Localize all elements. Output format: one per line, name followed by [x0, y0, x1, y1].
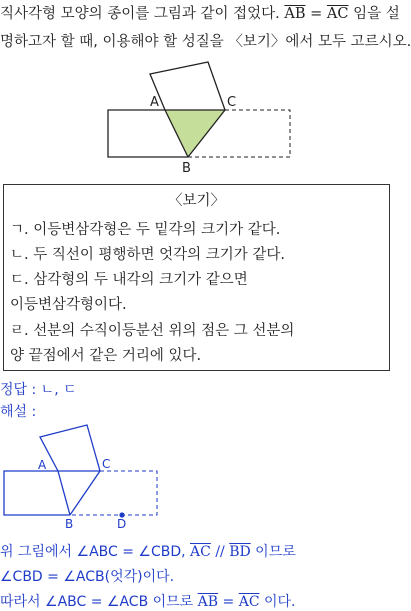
solution-text-tail: 이므로 — [255, 544, 296, 560]
label-a: A — [38, 458, 47, 472]
folded-paper-figure — [0, 60, 400, 176]
label-b: B — [182, 161, 191, 176]
solution-line-2: ∠CBD = ∠ACB(엇각)이다. — [0, 569, 175, 585]
label-c: C — [227, 95, 237, 110]
answer-line — [0, 379, 77, 399]
question-line-1 — [0, 2, 400, 23]
solution-line-1 — [0, 541, 296, 561]
bogi-item-2: ㄴ. 두 직선이 평행하면 엇각의 크기가 같다. — [10, 247, 285, 263]
label-a: A — [150, 95, 159, 110]
segment-ac: $\overline{AC}$ — [238, 594, 260, 610]
answer-value: ㄴ, ㄷ — [40, 382, 77, 398]
bogi-item-1: ㄱ. 이등변삼각형은 두 밑각의 크기가 같다. — [10, 222, 281, 238]
segment-ac: $\overline{AC}$ — [190, 544, 211, 560]
label-c: C — [102, 457, 111, 471]
bogi-item-4-cont: 양 끝점에서 같은 거리에 있다. — [10, 348, 202, 364]
solution-text: 따라서 ∠ABC = ∠ACB 이므로 — [0, 594, 194, 610]
bogi-title: 〈보기〉 — [167, 193, 225, 209]
segment-bd: $\overline{BD}$ — [229, 544, 251, 560]
solution-label: 해설 : — [0, 404, 37, 420]
paper-unfolded-part — [70, 471, 157, 515]
segment-ab: $\overline{AB}$ — [284, 6, 306, 22]
bogi-item-3-cont: 이등변삼각형이다. — [10, 297, 127, 313]
segment-ac: $\overline{AC}$ — [326, 6, 349, 22]
segment-ab: $\overline{AB}$ — [197, 594, 219, 610]
bogi-box — [3, 184, 390, 371]
question-line-2: 명하고자 할 때, 이용해야 할 성질을 〈보기〉에서 모두 고르시오. — [0, 34, 411, 50]
fold-edge-ab — [58, 471, 70, 515]
paper-folded-flap — [150, 62, 225, 110]
label-d: D — [117, 517, 127, 531]
solution-line-3 — [0, 591, 295, 611]
answer-label: 정답 : — [0, 382, 37, 398]
fold-line-bc — [70, 471, 100, 515]
equals-sign: = — [310, 6, 323, 22]
bogi-item-3: ㄷ. 삼각형의 두 내각의 크기가 같으면 — [10, 272, 248, 288]
solution-text: 위 그림에서 ∠ABC = ∠CBD, — [0, 544, 186, 560]
question-text-tail: 임을 설 — [353, 6, 400, 22]
question-text: 직사각형 모양의 종이를 그림과 같이 접었다. — [0, 6, 280, 22]
bogi-item-4: ㄹ. 선분의 수직이등분선 위의 점은 그 선분의 — [10, 323, 295, 339]
equals-sign: = — [222, 594, 235, 610]
solution-figure — [0, 420, 400, 530]
label-b: B — [65, 517, 74, 531]
solution-text-tail: 이다. — [263, 594, 296, 610]
folded-triangle-region — [165, 110, 225, 157]
paper-folded-flap — [40, 425, 100, 471]
parallel-sign: // — [215, 544, 225, 560]
